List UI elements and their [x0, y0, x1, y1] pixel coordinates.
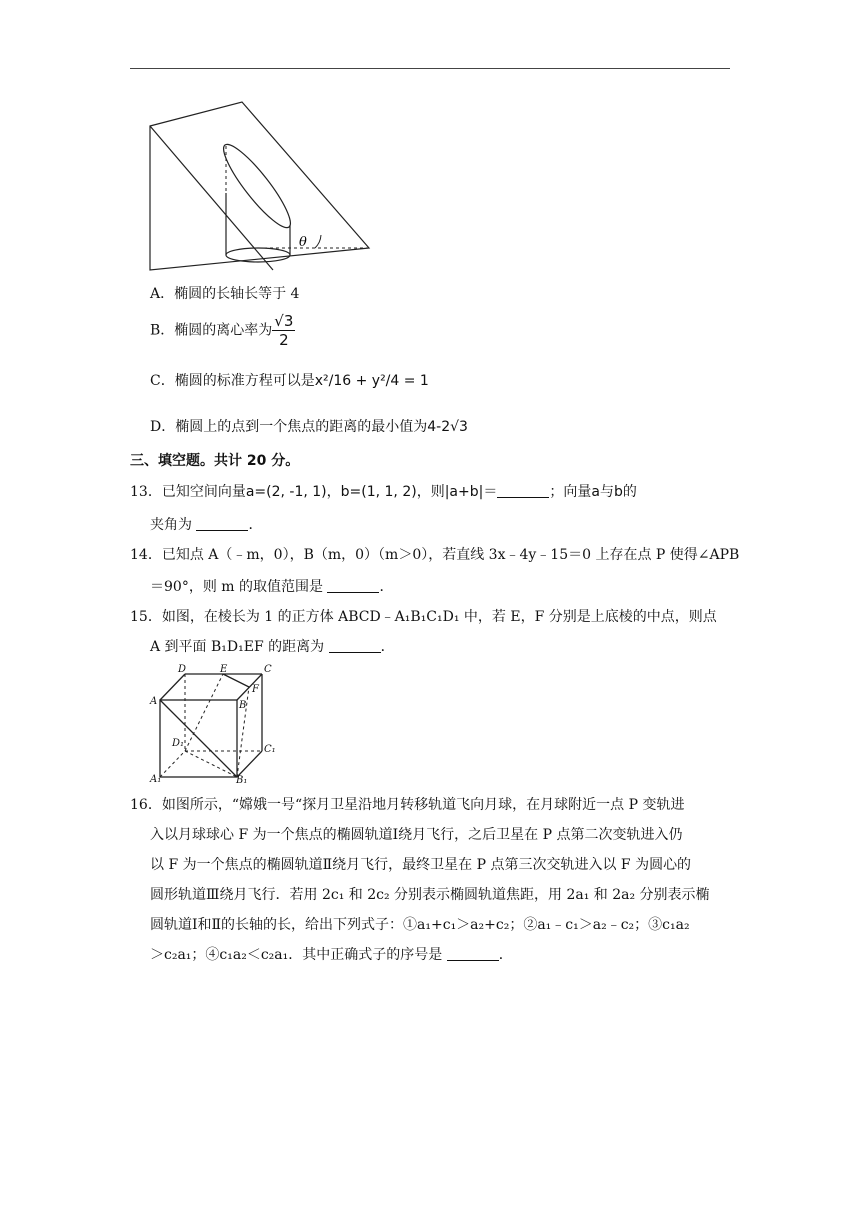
cube-label-f: F: [252, 684, 259, 695]
q14-blank: [327, 578, 379, 593]
q16-text-6: ＞c₂a₁；④c₁a₂＜c₂a₁．其中正确式子的序号是: [150, 947, 443, 963]
q13-text-f: 夹角为: [150, 517, 192, 533]
q16-blank: [447, 946, 499, 961]
q16-number: 16．: [130, 797, 162, 813]
section-title: 三、填空题。共计 20 分。: [130, 453, 300, 469]
theta-label: θ: [299, 235, 307, 250]
vector-a: a=(2, -1, 1): [245, 484, 327, 500]
q16-line5: 圆轨道Ⅰ和Ⅱ的长轴的长，给出下列式子：①a₁+c₁＞a₂+c₂；②a₁﹣c₁＞a₂﹣c₂；③c₁a₂: [150, 917, 690, 933]
cube-label-d1: D₁: [172, 738, 185, 749]
q14-number: 14．: [130, 547, 162, 563]
q15-line1: [130, 606, 717, 628]
q13-text-e: a与b的: [591, 484, 637, 500]
q16-line6: [150, 944, 513, 966]
q13-text-d: ；向量: [549, 484, 592, 500]
option-b-denominator: 2: [279, 331, 289, 349]
q15-line2: [150, 636, 395, 658]
vector-b: b=(1, 1, 2): [340, 484, 417, 500]
q13-text-b: ，则: [416, 484, 445, 500]
q13-text-a: 已知空间向量: [161, 484, 246, 500]
cube-label-d: D: [178, 664, 187, 675]
q14-line2: [150, 576, 393, 598]
period: ．: [379, 579, 394, 595]
cube-label-b: B: [239, 700, 247, 711]
period: ．: [248, 517, 263, 533]
option-c-prefix: C．椭圆的标准方程可以是: [150, 373, 315, 389]
q13-blank-2: [196, 516, 248, 531]
cube-figure: [148, 662, 278, 784]
q13-line1: 13．已知空间向量a=(2, -1, 1)，b=(1, 1, 2)，则|a+b|＝ ；向量a与b的: [130, 484, 637, 500]
option-b-numerator: √3: [274, 312, 294, 330]
abs-expression: |a+b|: [444, 484, 484, 500]
option-b-fraction: [272, 312, 295, 349]
q15-text-1: 如图，在棱长为 1 的正方体 ABCD﹣A₁B₁C₁D₁ 中，若 E，F 分别是上底棱的中点，则点: [161, 609, 717, 625]
cube-label-a: A: [150, 696, 158, 707]
q15-text-2: A 到平面 B₁D₁EF 的距离为: [150, 639, 325, 655]
option-c: [150, 370, 429, 392]
q16-line4: 圆形轨道Ⅲ绕月飞行．若用 2c₁ 和 2c₂ 分别表示椭圆轨道焦距，用 2a₁ 和 2a₂ 分别表示椭: [150, 887, 710, 903]
cube-label-c1: C₁: [264, 744, 276, 755]
q14-text-2: ＝90°，则 m 的取值范围是: [150, 579, 323, 595]
q13-text-c: ＝: [483, 484, 498, 500]
q13-number: 13．: [130, 484, 162, 500]
q15-number: 15．: [130, 609, 162, 625]
option-c-equation: x²/16 + y²/4 = 1: [314, 373, 429, 389]
option-d: [150, 416, 468, 438]
option-d-prefix: D．椭圆上的点到一个焦点的距离的最小值为: [150, 419, 428, 435]
q14-line1: [130, 544, 739, 566]
period: ．: [498, 947, 513, 963]
q13-line2: [150, 514, 262, 536]
q14-text-1: 已知点 A（﹣m，0），B（m，0）（m＞0），若直线 3x﹣4y﹣15＝0 上存在点 P 使得∠APB: [161, 547, 740, 563]
cube-label-c: C: [264, 664, 272, 675]
option-b: [150, 312, 295, 349]
period: ．: [380, 639, 395, 655]
q13-blank-1: [497, 483, 549, 498]
q16-line1: [130, 794, 684, 816]
cylinder-plane-figure: [145, 98, 375, 276]
option-d-value: 4-2√3: [427, 419, 468, 435]
q15-blank: [329, 638, 381, 653]
header-rule: [130, 68, 730, 69]
option-a: A．椭圆的长轴长等于 4: [150, 286, 300, 302]
q16-line2: 入以月球球心 F 为一个焦点的椭圆轨道Ⅰ绕月飞行，之后卫星在 P 点第二次变轨进入仍: [150, 827, 683, 843]
q16-text-1: 如图所示，“嫦娥一号“探月卫星沿地月转移轨道飞向月球，在月球附近一点 P 变轨进: [161, 797, 685, 813]
option-b-prefix: B．椭圆的离心率为: [150, 322, 273, 339]
cube-label-a1: A₁: [150, 774, 162, 784]
cube-label-b1: B₁: [236, 775, 248, 784]
cube-label-e: E: [220, 664, 228, 675]
q16-line3: 以 F 为一个焦点的椭圆轨道Ⅱ绕月飞行，最终卫星在 P 点第三次交轨进入以 F 为圆心的: [150, 857, 692, 873]
